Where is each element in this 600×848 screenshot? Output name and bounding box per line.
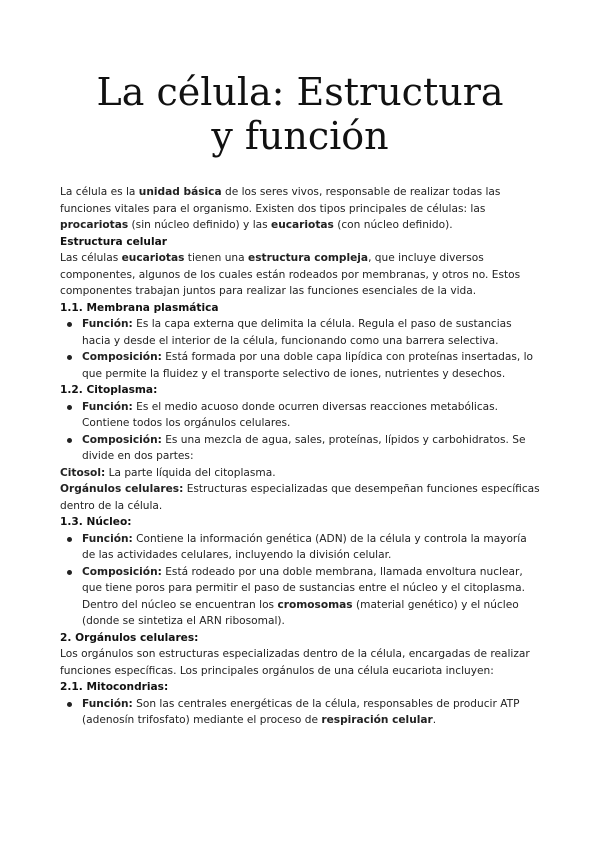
intro-paragraph: La célula es la unidad básica de los seres vivos, responsable de realizar todas las funciones vitales para el organismo. Existen dos tipos principales de células: las procariotas (sin núcleo definido) y las eucariotas (con núcleo definido). [60,186,501,231]
citoplasma-list [60,399,540,465]
mitocondrias-list [60,696,540,729]
document-body [60,184,540,729]
list-item: Función: Es la capa externa que delimita la célula. Regula el paso de sustancias hacia y desde el interior de la célula, funcionando como una barrera selectiva. [60,316,540,349]
list-item: Composición: Está rodeado por una doble membrana, llamada envoltura nuclear, que tiene poros para permitir el paso de sustancias entre el núcleo y el citoplasma. Dentro del núcleo se encuentran los cromosomas (material genético) y el núcleo (donde se sintetiza el ARN ribosomal). [60,564,540,630]
estructura-paragraph: Las células eucariotas tienen una estructura compleja, que incluye diversos componentes, algunos de los cuales están rodeados por membranas, y otros no. Estos componentes trabajan juntos para realizar las funciones esenciales de la vida. [60,252,521,297]
document-title [60,70,540,158]
nucleo-list [60,531,540,630]
title-line-1: La célula: Estructura [96,70,504,114]
list-item: Composición: Está formada por una doble capa lipídica con proteínas insertadas, lo que permite la fluidez y el transporte selectivo de iones, nutrientes y desechos. [60,349,540,382]
organulos-paragraph: Los orgánulos son estructuras especializadas dentro de la célula, encargadas de realizar funciones específicas. Los principales orgánulos de una célula eucariota incluyen: [60,648,530,677]
citosol-line: Citosol: La parte líquida del citoplasma. [60,466,276,479]
list-item: Función: Contiene la información genética (ADN) de la célula y controla la mayoría de las actividades celulares, incluyendo la división celular. [60,531,540,564]
citoplasma-heading: 1.2. Citoplasma: [60,384,158,396]
nucleo-heading: 1.3. Núcleo: [60,516,132,528]
membrana-heading: 1.1. Membrana plasmática [60,301,219,314]
organulos-line: Orgánulos celulares: Estructuras especializadas que desempeñan funciones específicas dentro de la célula. [60,483,540,512]
list-item: Función: Es el medio acuoso donde ocurren diversas reacciones metabólicas. Contiene todos los orgánulos celulares. [60,399,540,432]
list-item: Composición: Es una mezcla de agua, sales, proteínas, lípidos y carbohidratos. Se divide en dos partes: [60,432,540,465]
membrana-list [60,316,540,382]
title-line-2: y función [211,114,389,158]
organulos-heading: 2. Orgánulos celulares: [60,631,199,644]
list-item: Función: Son las centrales energéticas de la célula, responsables de producir ATP (adenosín trifosfato) mediante el proceso de respiración celular. [60,696,540,729]
estructura-heading: Estructura celular [60,235,167,248]
mitocondrias-heading: 2.1. Mitocondrias: [60,681,169,693]
